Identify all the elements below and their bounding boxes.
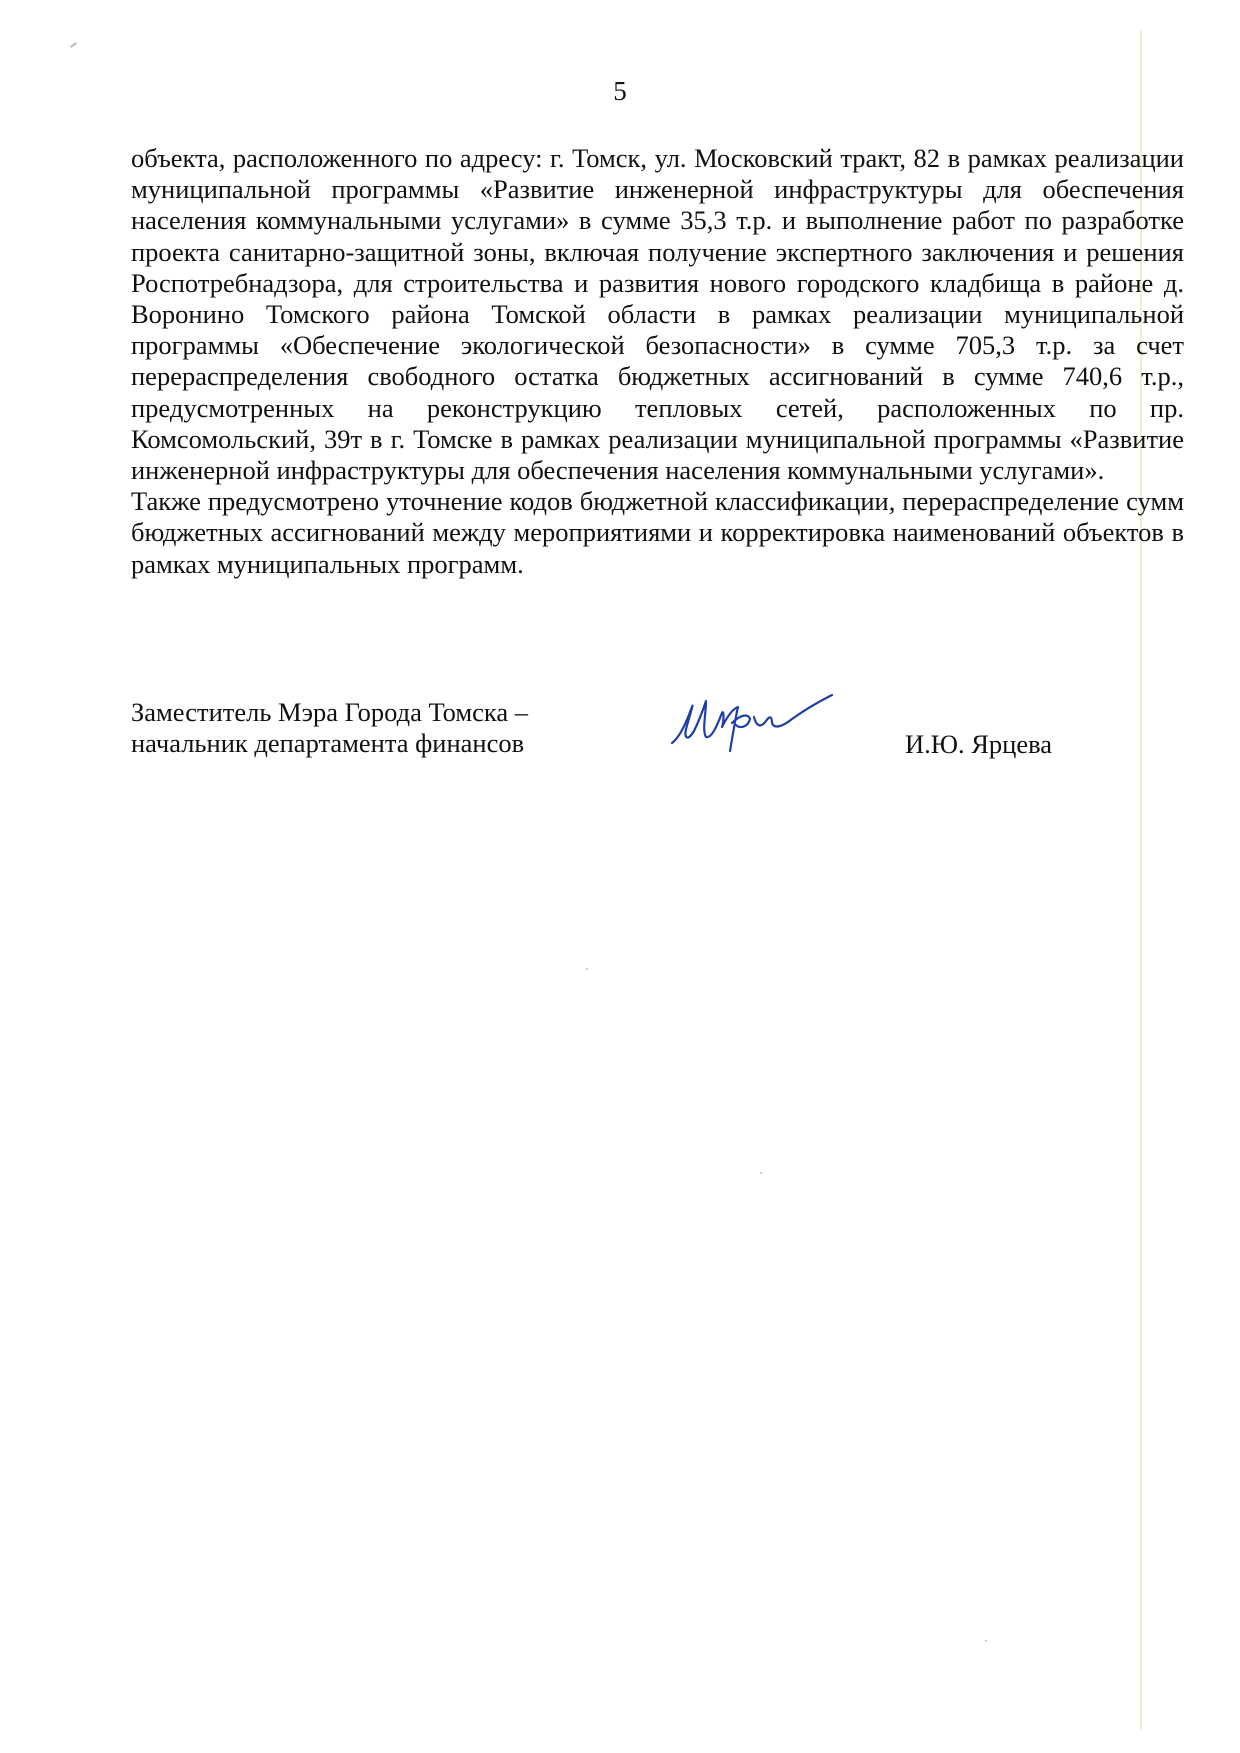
scan-speck: [586, 968, 588, 970]
document-body: [131, 143, 1184, 580]
scan-speck: [760, 1172, 762, 1174]
body-paragraph-2: Также предусмотрено уточнение кодов бюджетной классификации, перераспределение сумм бюджетных ассигнований между мероприятиями и корректировка наименований объектов в рамках муниципальных программ.: [131, 486, 1184, 579]
signature-block: [131, 697, 1131, 787]
signature-stroke: [672, 695, 832, 751]
handwritten-signature: [666, 687, 836, 757]
scan-artifact-mark: [70, 42, 77, 48]
body-paragraph-1: объекта, расположенного по адресу: г. Томск, ул. Московский тракт, 82 в рамках реализации муниципальной программы «Развитие инженерной инфраструктуры для обеспечения населения коммунальными услугами» в сумме 35,3 т.р. и выполнение работ по разработке проекта санитарно-защитной зоны, включая получение экспертного заключения и решения Роспотребнадзора, для строительства и развития нового городского кладбища в районе д. Воронино Томского района Томской области в рамках реализации муниципальной программы «Обеспечение экологической безопасности» в сумме 705,3 т.р. за счет перераспределения свободного остатка бюджетных ассигнований в сумме 740,6 т.р., предусмотренных на реконструкцию тепловых сетей, расположенных по пр. Комсомольский, 39т в г. Томске в рамках реализации муниципальной программы «Развитие инженерной инфраструктуры для обеспечения населения коммунальными услугами».: [131, 143, 1184, 486]
page-number: 5: [613, 76, 627, 106]
signatory-position-line-1: Заместитель Мэра Города Томска –: [131, 697, 529, 727]
signatory-position: [131, 697, 528, 759]
scan-speck: [985, 1640, 987, 1642]
signatory-position-line-2: начальник департамента финансов: [131, 728, 525, 758]
signatory-name: И.Ю. Ярцева: [905, 729, 1053, 759]
